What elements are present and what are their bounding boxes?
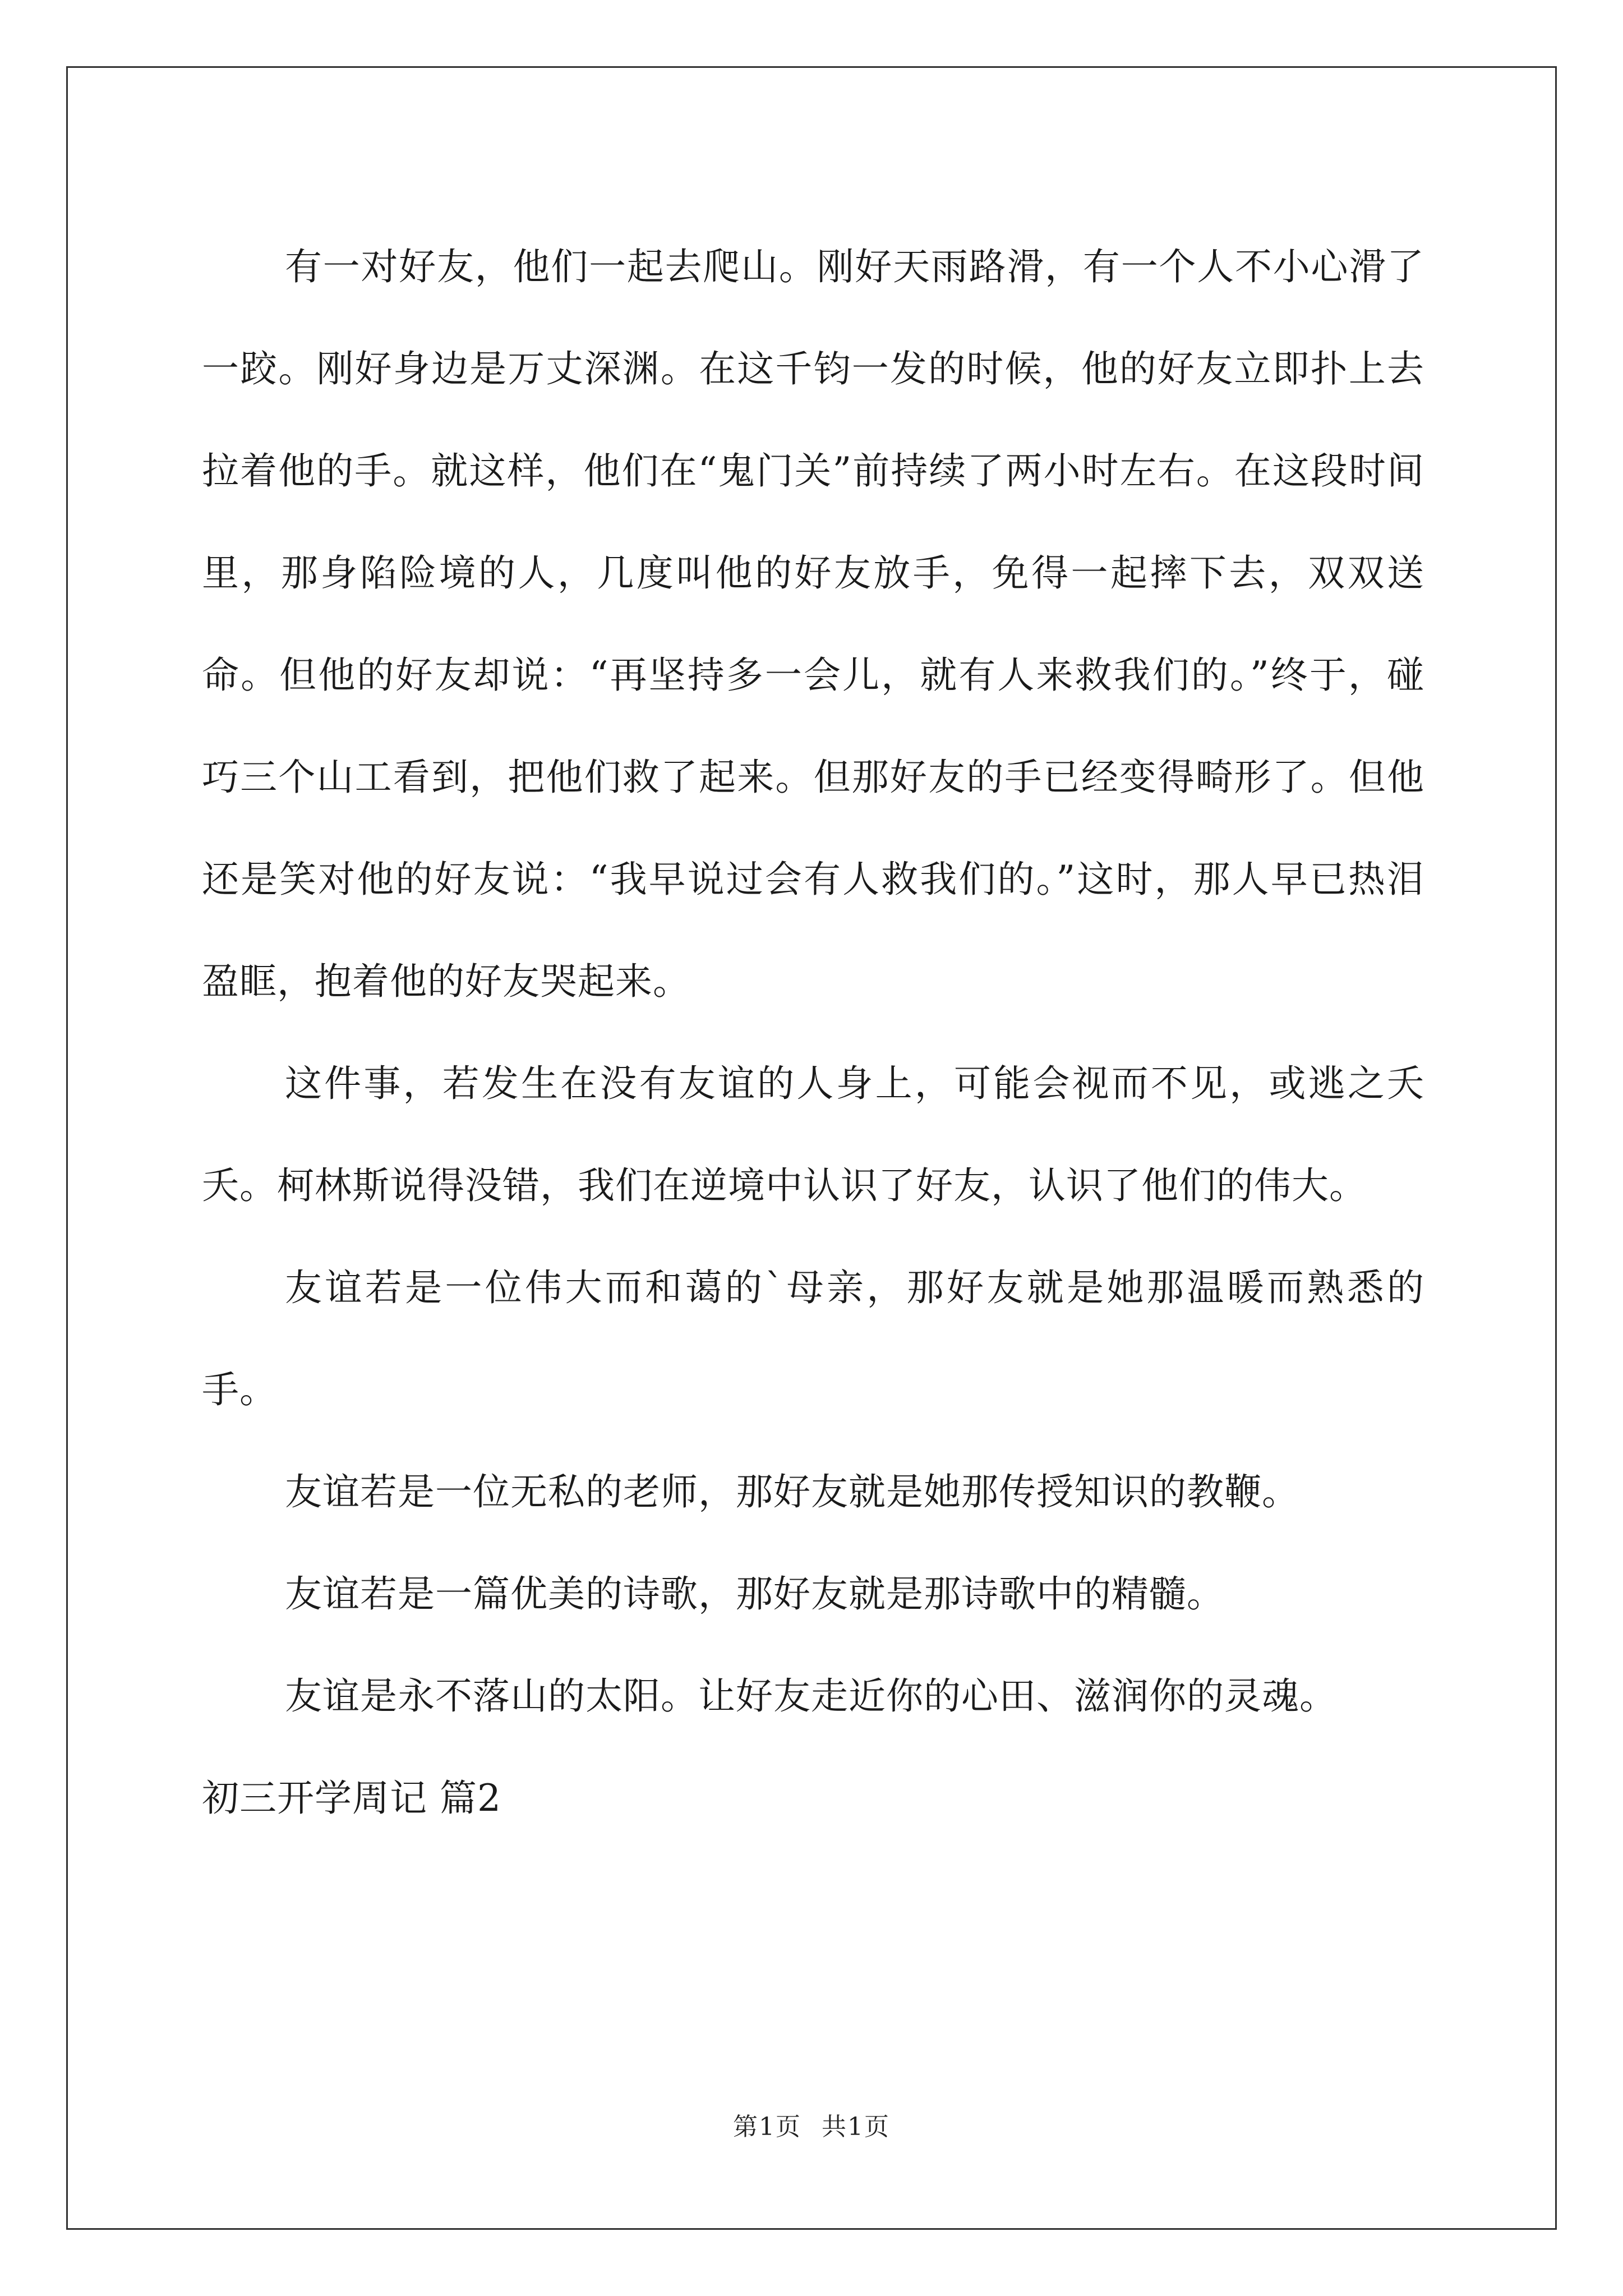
page-footer (0, 2106, 1623, 2142)
paragraph-1: 有一对好友，他们一起去爬山。刚好天雨路滑，有一个人不小心滑了一跤。刚好身边是万丈深渊。在这千钧一发的时候，他的好友立即扑上去拉着他的手。就这样，他们在“鬼门关”前持续了两小时左右。在这段时间里，那身陷险境的人，几度叫他的好友放手，免得一起摔下去，双双送命。但他的好友却说：“再坚持多一会儿，就有人来救我们的。”终于，碰巧三个山工看到，把他们救了起来。但那好友的手已经变得畸形了。但他还是笑对他的好友说：“我早说过会有人救我们的。”这时，那人早已热泪盈眶，抱着他的好友哭起来。 (202, 245, 1424, 1003)
page-number-total: 共1页 (822, 2113, 890, 2141)
paragraph-6: 友谊是永不落山的太阳。让好友走近你的心田、滋润你的灵魂。 (285, 1674, 1337, 1718)
paragraph-4: 友谊若是一位无私的老师，那好友就是她那传授知识的教鞭。 (285, 1470, 1299, 1513)
page-number-current: 第1页 (733, 2113, 801, 2141)
paragraph-2: 这件事，若发生在没有友谊的人身上，可能会视而不见，或逃之夭夭。柯林斯说得没错，我们在逆境中认识了好友，认识了他们的伟大。 (202, 1062, 1424, 1207)
document-body (202, 216, 1424, 1849)
paragraph-5: 友谊若是一篇优美的诗歌，那好友就是那诗歌中的精髓。 (285, 1572, 1224, 1616)
section-heading: 初三开学周记 篇2 (202, 1777, 501, 1820)
paragraph-3: 友谊若是一位伟大而和蔼的`母亲，那好友就是她那温暖而熟悉的手。 (202, 1266, 1424, 1411)
